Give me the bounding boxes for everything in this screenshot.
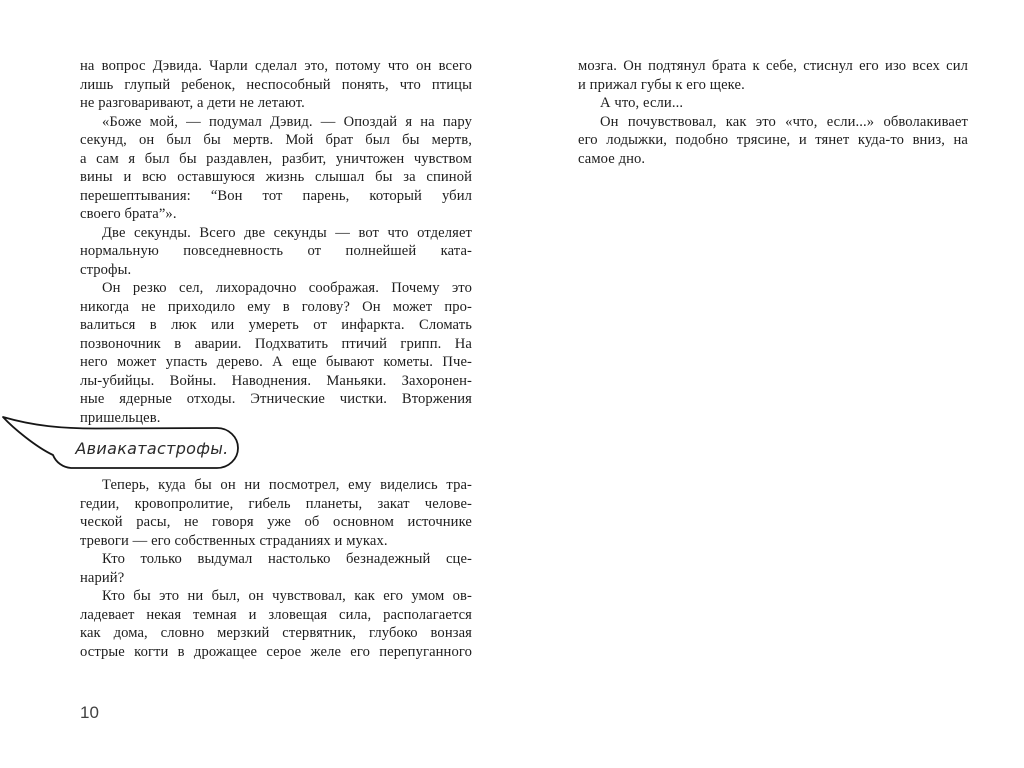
text-line: и прижал губы к его щеке. <box>578 76 745 93</box>
paragraph <box>80 279 472 427</box>
text-line: не разговаривают, а дети не летают. <box>80 95 305 111</box>
text-line: мозга. Он подтянул брата к себе, стиснул его изо всех сил <box>578 58 968 74</box>
paragraph <box>80 550 472 587</box>
text-line: самое дно. <box>578 150 646 167</box>
paragraph <box>578 113 968 169</box>
text-line: а сам я был бы раздавлен, разбит, уничтожен чувством <box>80 150 472 167</box>
text-line: валиться в люк или умереть от инфаркта. Сломать <box>80 317 472 333</box>
text-line: него может упасть дерево. А еще бывают кометы. Пче- <box>80 354 472 370</box>
paragraph <box>80 113 472 224</box>
speech-bubble-text: Авиакатастрофы. <box>75 439 229 458</box>
text-line: перешептывания: “Вон тот парень, который убил <box>80 187 472 204</box>
text-line: лы-убийцы. Войны. Наводнения. Маньяки. Захоронен- <box>80 372 472 389</box>
text-line: лишь глупый ребенок, неспособный понять, что птицы <box>80 76 472 93</box>
paragraph <box>80 587 472 661</box>
paragraph <box>578 94 968 113</box>
speech-bubble <box>0 410 250 472</box>
text-line: его лодыжки, подобно трясине, и тянет куда-то вниз, на <box>578 132 968 148</box>
paragraph <box>80 57 472 113</box>
text-line: никогда не приходило ему в голову? Он может про- <box>80 298 472 315</box>
text-line: ческой расы, не говоря уже об основном источнике <box>80 514 472 530</box>
text-line: Кто бы это ни был, он чувствовал, как его умом ов- <box>102 588 472 604</box>
text-line: «Боже мой, — подумал Дэвид. — Опоздай я на пару <box>102 113 472 130</box>
text-line: нарий? <box>80 569 125 586</box>
text-line: вины и всю оставшуюся жизнь слышал бы за спиной <box>80 169 472 185</box>
paragraph <box>80 224 472 280</box>
text-line: Теперь, куда бы он ни посмотрел, ему виделись тра- <box>102 477 472 493</box>
page-number: 10 <box>80 703 99 722</box>
text-line: Кто только выдумал настолько безнадежный сце- <box>102 551 472 567</box>
text-line: Две секунды. Всего две секунды — вот что отделяет <box>102 224 472 241</box>
text-line: Он резко сел, лихорадочно соображая. Почему это <box>102 280 472 296</box>
text-line: на вопрос Дэвида. Чарли сделал это, потому что он всего <box>80 58 472 74</box>
text-line: гедии, кровопролитие, гибель планеты, закат челове- <box>80 495 472 512</box>
text-line: секунд, он был бы мертв. Мой брат был бы мертв, <box>80 132 472 148</box>
text-line: своего брата”». <box>80 206 177 222</box>
paragraph <box>578 57 968 94</box>
paragraph <box>80 476 472 550</box>
text-line: острые когти в дрожащее серое желе его перепуганного <box>80 643 472 660</box>
left-column-bottom <box>80 476 472 661</box>
text-line: ные ядерные отходы. Этнические чистки. Вторжения <box>80 391 472 407</box>
right-column <box>578 57 968 168</box>
text-line: пришельцев. <box>80 409 161 426</box>
text-line: строфы. <box>80 261 132 278</box>
left-column <box>80 57 472 661</box>
text-line: А что, если... <box>600 95 684 111</box>
text-line: позвоночник в аварии. Подхватить птичий грипп. На <box>80 335 472 352</box>
text-line: тревоги — его собственных страданиях и муках. <box>80 532 388 549</box>
text-line: Он почувствовал, как это «что, если...» обволакивает <box>600 113 968 130</box>
text-line: ладевает некая темная и зловещая сила, располагается <box>80 606 472 623</box>
left-column-top <box>80 57 472 427</box>
text-line: как дома, словно мерзкий стервятник, глубоко вонзая <box>80 625 472 641</box>
text-line: нормальную повседневность от полнейшей ката- <box>80 243 472 259</box>
